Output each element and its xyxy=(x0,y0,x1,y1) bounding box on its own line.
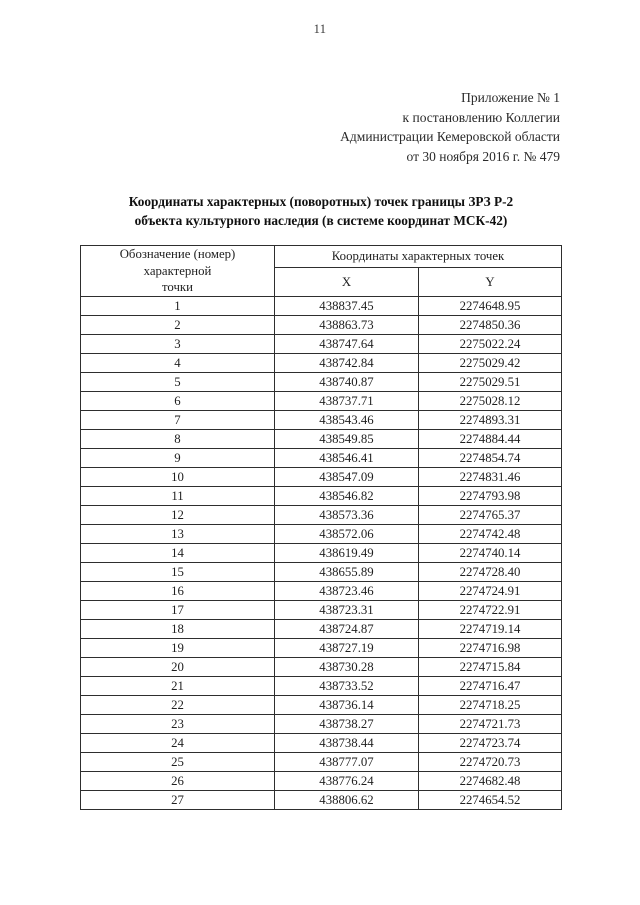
cell-y: 2274648.95 xyxy=(419,297,562,316)
column-header-point-number-line-3: точки xyxy=(162,280,193,295)
cell-y: 2274722.91 xyxy=(419,601,562,620)
cell-x: 438573.36 xyxy=(275,506,419,525)
cell-y: 2274728.40 xyxy=(419,563,562,582)
cell-x: 438549.85 xyxy=(275,430,419,449)
cell-point-number: 25 xyxy=(81,753,275,772)
cell-x: 438806.62 xyxy=(275,791,419,810)
page-number: 11 xyxy=(313,22,327,36)
cell-point-number: 11 xyxy=(81,487,275,506)
appendix-reference-line-3: Администрации Кемеровской области xyxy=(340,129,560,144)
cell-x: 438837.45 xyxy=(275,297,419,316)
cell-point-number: 1 xyxy=(81,297,275,316)
cell-point-number: 14 xyxy=(81,544,275,563)
cell-x: 438619.49 xyxy=(275,544,419,563)
cell-x: 438724.87 xyxy=(275,620,419,639)
cell-point-number: 21 xyxy=(81,677,275,696)
cell-x: 438747.64 xyxy=(275,335,419,354)
appendix-reference-line-1: Приложение № 1 xyxy=(461,90,560,105)
cell-point-number: 17 xyxy=(81,601,275,620)
table-row xyxy=(81,373,562,392)
appendix-reference-block xyxy=(80,88,560,166)
table-row xyxy=(81,430,562,449)
cell-x: 438546.41 xyxy=(275,449,419,468)
table-row xyxy=(81,791,562,810)
cell-point-number: 26 xyxy=(81,772,275,791)
table-row xyxy=(81,487,562,506)
table-header-row-1 xyxy=(81,246,562,268)
table-row xyxy=(81,506,562,525)
page-title-line-1: Координаты характерных (поворотных) точек границы ЗРЗ Р-2 xyxy=(128,194,514,209)
page-title xyxy=(80,193,562,230)
cell-point-number: 13 xyxy=(81,525,275,544)
cell-point-number: 22 xyxy=(81,696,275,715)
cell-x: 438863.73 xyxy=(275,316,419,335)
page-title-line-2: объекта культурного наследия (в системе координат МСК-42) xyxy=(134,212,508,228)
cell-x: 438723.31 xyxy=(275,601,419,620)
table-row xyxy=(81,582,562,601)
cell-y: 2274793.98 xyxy=(419,487,562,506)
column-header-y: Y xyxy=(419,268,562,297)
cell-y: 2275029.51 xyxy=(419,373,562,392)
cell-y: 2274719.14 xyxy=(419,620,562,639)
table-row xyxy=(81,354,562,373)
cell-x: 438723.46 xyxy=(275,582,419,601)
cell-y: 2274850.36 xyxy=(419,316,562,335)
cell-x: 438727.19 xyxy=(275,639,419,658)
cell-x: 438547.09 xyxy=(275,468,419,487)
cell-x: 438737.71 xyxy=(275,392,419,411)
cell-point-number: 2 xyxy=(81,316,275,335)
table-row xyxy=(81,715,562,734)
table-row xyxy=(81,335,562,354)
appendix-reference-line-4: от 30 ноября 2016 г. № 479 xyxy=(406,148,560,164)
cell-x: 438543.46 xyxy=(275,411,419,430)
cell-x: 438777.07 xyxy=(275,753,419,772)
cell-point-number: 27 xyxy=(81,791,275,810)
cell-y: 2274831.46 xyxy=(419,468,562,487)
cell-x: 438742.84 xyxy=(275,354,419,373)
cell-y: 2274716.47 xyxy=(419,677,562,696)
cell-point-number: 15 xyxy=(81,563,275,582)
cell-point-number: 6 xyxy=(81,392,275,411)
cell-y: 2274654.52 xyxy=(419,791,562,810)
table-row xyxy=(81,639,562,658)
cell-point-number: 16 xyxy=(81,582,275,601)
table-body xyxy=(81,297,562,810)
cell-x: 438736.14 xyxy=(275,696,419,715)
column-header-point-number xyxy=(81,246,275,297)
cell-x: 438740.87 xyxy=(275,373,419,392)
cell-point-number: 12 xyxy=(81,506,275,525)
table-row xyxy=(81,677,562,696)
cell-y: 2274715.84 xyxy=(419,658,562,677)
table-row xyxy=(81,658,562,677)
cell-x: 438738.27 xyxy=(275,715,419,734)
cell-y: 2274740.14 xyxy=(419,544,562,563)
cell-point-number: 5 xyxy=(81,373,275,392)
cell-y: 2274765.37 xyxy=(419,506,562,525)
cell-y: 2274884.44 xyxy=(419,430,562,449)
column-header-point-number-line-2: характерной xyxy=(143,263,212,278)
table-row xyxy=(81,297,562,316)
cell-y: 2274718.25 xyxy=(419,696,562,715)
cell-y: 2274854.74 xyxy=(419,449,562,468)
cell-y: 2274716.98 xyxy=(419,639,562,658)
cell-x: 438572.06 xyxy=(275,525,419,544)
cell-y: 2275028.12 xyxy=(419,392,562,411)
table-row xyxy=(81,544,562,563)
table-row xyxy=(81,772,562,791)
table-row xyxy=(81,563,562,582)
cell-point-number: 10 xyxy=(81,468,275,487)
cell-y: 2274723.74 xyxy=(419,734,562,753)
table-row xyxy=(81,449,562,468)
cell-point-number: 20 xyxy=(81,658,275,677)
cell-point-number: 3 xyxy=(81,335,275,354)
cell-y: 2274742.48 xyxy=(419,525,562,544)
cell-point-number: 9 xyxy=(81,449,275,468)
coordinates-table xyxy=(80,245,562,810)
cell-point-number: 19 xyxy=(81,639,275,658)
column-header-x: X xyxy=(275,268,419,297)
cell-x: 438776.24 xyxy=(275,772,419,791)
column-header-point-number-line-1: Обозначение (номер) xyxy=(119,247,236,262)
cell-y: 2274720.73 xyxy=(419,753,562,772)
cell-x: 438655.89 xyxy=(275,563,419,582)
cell-x: 438733.52 xyxy=(275,677,419,696)
table-row xyxy=(81,753,562,772)
table-header xyxy=(81,246,562,297)
cell-point-number: 18 xyxy=(81,620,275,639)
table-row xyxy=(81,411,562,430)
cell-y: 2274724.91 xyxy=(419,582,562,601)
cell-x: 438546.82 xyxy=(275,487,419,506)
cell-point-number: 8 xyxy=(81,430,275,449)
table-row xyxy=(81,601,562,620)
cell-y: 2275029.42 xyxy=(419,354,562,373)
table-row xyxy=(81,525,562,544)
cell-point-number: 4 xyxy=(81,354,275,373)
appendix-reference-line-2: к постановлению Коллегии xyxy=(402,109,560,125)
cell-y: 2274893.31 xyxy=(419,411,562,430)
cell-y: 2275022.24 xyxy=(419,335,562,354)
cell-point-number: 24 xyxy=(81,734,275,753)
table-row xyxy=(81,696,562,715)
table-row xyxy=(81,316,562,335)
table-row xyxy=(81,620,562,639)
cell-y: 2274682.48 xyxy=(419,772,562,791)
table-row xyxy=(81,468,562,487)
cell-y: 2274721.73 xyxy=(419,715,562,734)
cell-point-number: 7 xyxy=(81,411,275,430)
column-header-coordinates-group: Координаты характерных точек xyxy=(275,246,562,268)
cell-x: 438730.28 xyxy=(275,658,419,677)
table-row xyxy=(81,734,562,753)
cell-x: 438738.44 xyxy=(275,734,419,753)
table-row xyxy=(81,392,562,411)
cell-point-number: 23 xyxy=(81,715,275,734)
